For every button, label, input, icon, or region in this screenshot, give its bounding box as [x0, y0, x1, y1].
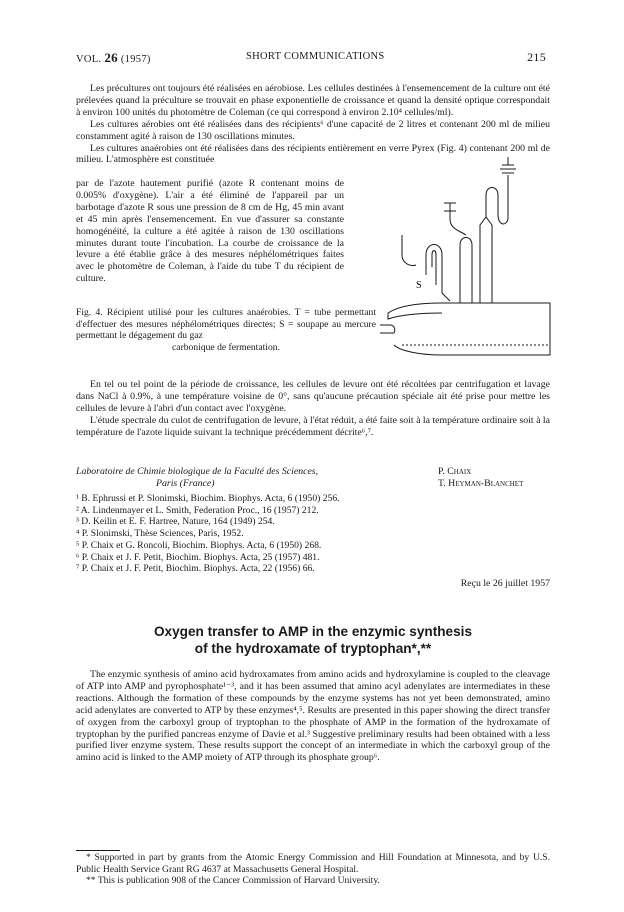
- stopcock-left: [444, 203, 456, 219]
- header-section: SHORT COMMUNICATIONS: [246, 51, 385, 62]
- reference-item: ³ D. Keilin et E. F. Hartree, Nature, 164 (1949) 254.: [76, 516, 275, 528]
- reference-list: [76, 493, 550, 575]
- reference-item: ¹ B. Ephrussi et P. Slonimski, Biochim. Biophys. Acta, 6 (1950) 256.: [76, 493, 340, 504]
- figure-caption: [76, 307, 376, 354]
- paragraph-aerobic: Les cultures aérobies ont été réalisées dans des récipients⁶ d'une capacité de 2 litres et contenant 200 ml de milieu constamment agité à raison de 130 oscillations minutes.: [76, 118, 550, 142]
- reference-item: ⁷ P. Chaix et J. F. Petit, Biochim. Biophys. Acta, 22 (1956) 66.: [76, 563, 315, 575]
- laboratory-name: Laboratoire de Chimie biologique de la Faculté des Sciences,: [76, 466, 319, 477]
- stopcock-top: [500, 165, 516, 219]
- body-text-middle: [76, 379, 550, 439]
- reference-item: ⁶ P. Chaix et J. F. Petit, Biochim. Biophys. Acta, 25 (1957) 481.: [76, 551, 320, 563]
- footnote-publication: ** This is publication 908 of the Cancer Commission of Harvard University.: [86, 875, 380, 887]
- reference-item: ⁴ P. Slonimski, Thèse Sciences, Paris, 1952.: [76, 528, 244, 540]
- paragraph-spectral: L'étude spectrale du culot de centrifugation de levure, à l'état réduit, a été faite soit à la température ordinaire soit à la température de l'azote liquide suivant la technique précédemment décrite⁶,⁷.: [76, 414, 550, 438]
- author-2: T. Heyman-Blanchet: [438, 477, 524, 489]
- affiliation-block: [76, 466, 550, 490]
- laboratory-city: Paris (France): [156, 477, 215, 489]
- mercury-valve-s: [426, 245, 450, 302]
- paragraph-beside-figure: par de l'azote hautement purifié (azote R contenant moins de 0.005% d'oxygène). L'air a été éliminé de l'appareil par un barbotage d'azote R sous une pression de 8 cm de Hg, 45 min avant et 45 min après l'ensemencement. En vue d'assurer sa constante homogénéité, la culture a été agitée à raison de 130 oscillations minutes durant toute l'incubation. La courbe de croissance de la levure a été établie grâce à des mesures néphélométriques faites avec le photomètre de Coleman, à l'aide du tube T du récipient de culture.: [76, 178, 344, 285]
- received-date: Reçu le 26 juillet 1957: [460, 578, 550, 589]
- tube-t: [380, 325, 395, 333]
- article-title-line-2: of the hydroxamate of tryptophan*,**: [194, 641, 432, 656]
- footnote-funding: * Supported in part by grants from the Atomic Energy Commission and Hill Foundation at Minnesota, and by U.S. Public Health Service Grant RG 4637 at Massachusetts General Hospital.: [76, 852, 550, 875]
- neck-center: [480, 217, 492, 303]
- header-volume: VOL. 26 (1957): [76, 50, 151, 65]
- body-text-top: [76, 83, 550, 166]
- header-page-number: 215: [527, 50, 546, 64]
- author-1: P. Chaix: [438, 466, 472, 477]
- figure-label-s: S: [416, 280, 422, 291]
- figure-caption-last-line: carbonique de fermentation.: [172, 342, 280, 354]
- neck-left: [460, 238, 472, 304]
- paragraph-harvest: En tel ou tel point de la période de croissance, les cellules de levure ont été récoltées par centrifugation et lavage dans NaCl à 0.9%, à une température voisine de 0°, sans qu'aucune précaution spéciale ait été prise pour mettre les cellules de levure à l'abri d'un contact avec l'oxygène.: [76, 379, 550, 414]
- abstract-paragraph: The enzymic synthesis of amino acid hydroxamates from amino acids and hydroxylamine is coupled to the cleavage of ATP into AMP and pyrophosphate¹⁻³, and it has been assumed that amino acyl adenylates are intermediates in these reactions. Although the formation of these compounds by the enzyme systems has not yet been demonstrated, amino acid adenylates are converted to ATP by these enzymes⁴,⁵. Results are presented in this paper showing the direct transfer of oxygen from the carboxyl group of tryptophan to the phosphate of AMP in the formation of the hydroxamate of tryptophan by the purified pancreas enzyme of Davie et al.³ Suggestive preliminary results had been obtained with a less purified liver enzyme system. These results support the concept of an intermediate in which the carboxyl group of the amino acid is linked to the AMP moiety of ATP through its phosphate group⁶.: [76, 669, 550, 764]
- paragraph-anaerobic: Les cultures anaérobies ont été réalisées dans des récipients entièrement en verre Pyrex (Fig. 4) contenant 200 ml de milieu. L'atmosphère est constituée: [76, 142, 550, 166]
- figure-caption-text: Fig. 4. Récipient utilisé pour les cultures anaérobies. T = tube permettant d'effectuer des mesures néphélométriques directes; S = soupape au mercure permettant le dégagement du gaz: [76, 307, 376, 342]
- article-abstract: [76, 669, 550, 764]
- article-title: [76, 623, 550, 657]
- vessel-body: [388, 303, 550, 355]
- reference-item: ⁵ P. Chaix et G. Roncoli, Biochim. Biophys. Acta, 6 (1950) 268.: [76, 539, 322, 551]
- paragraph-preculture: Les précultures ont toujours été réalisées en aérobiose. Les cellules destinées à l'ensemencement de la culture ont été prélevées quand la préculture se trouvait en phase exponentielle de croissance et quand la densité optique correspondait à environ 100 unités du photomètre de Coleman (ce qui correspond à environ 2.10⁴ cellules/ml).: [76, 83, 550, 118]
- reference-item: ² A. Lindenmayer et L. Smith, Federation Proc., 16 (1957) 212.: [76, 504, 319, 516]
- footnote-rule: [76, 850, 120, 851]
- footnotes: [76, 852, 550, 887]
- author-signatures: [438, 466, 523, 490]
- figure-4-apparatus: [380, 155, 555, 365]
- running-header: [76, 50, 546, 68]
- article-title-line-1: Oxygen transfer to AMP in the enzymic synthesis: [153, 624, 473, 639]
